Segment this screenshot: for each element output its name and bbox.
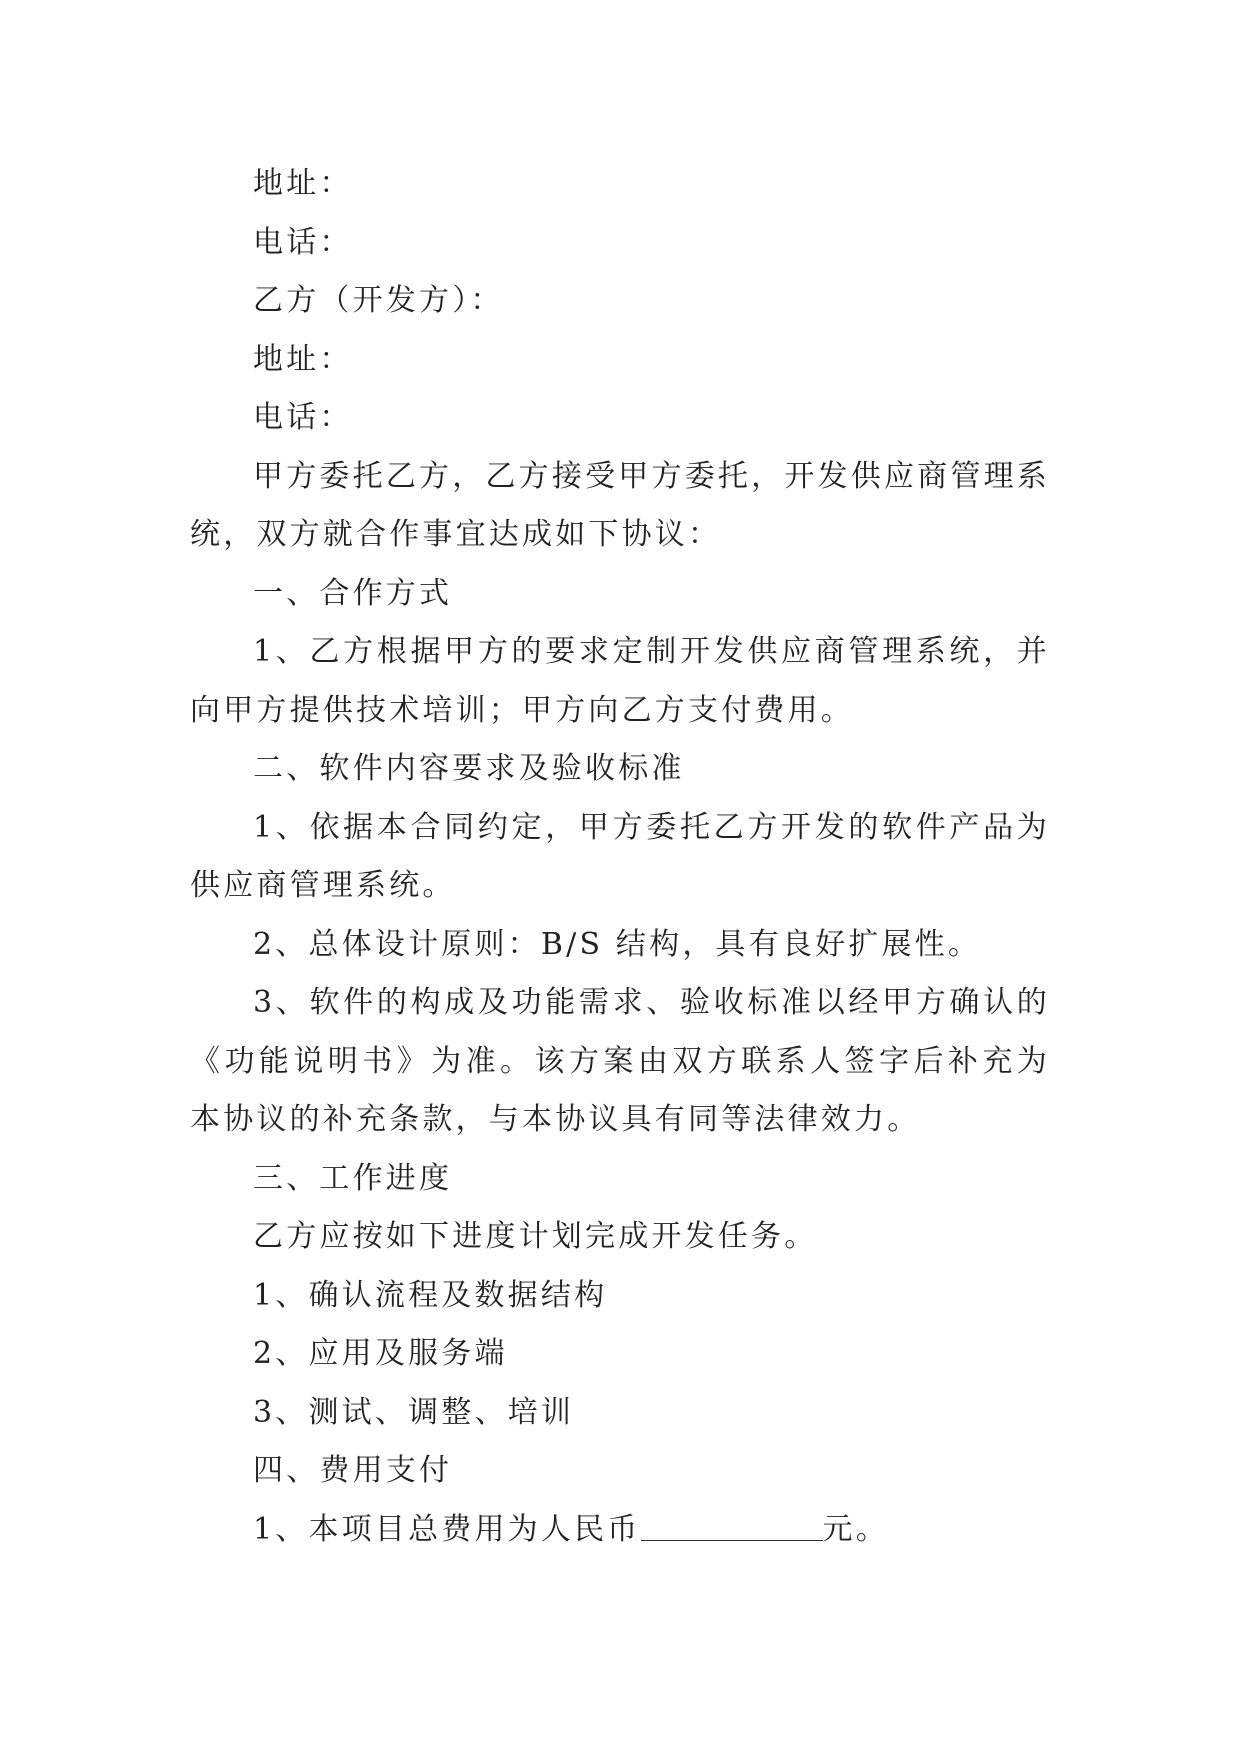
- section-2-item-3: 3、软件的构成及功能需求、验收标准以经甲方确认的《功能说明书》为准。该方案由双方联系人签字后补充为本协议的补充条款，与本协议具有同等法律效力。: [190, 985, 1050, 1137]
- section-2-item-2: 2、总体设计原则：B/S 结构，具有良好扩展性。: [253, 926, 982, 962]
- contract-body: [190, 155, 1050, 1559]
- party-a-address-line: 地址：: [253, 166, 353, 201]
- section-1-heading: 一、合作方式: [253, 575, 453, 611]
- total-fee-suffix: 元。: [822, 1511, 889, 1547]
- section-2-heading: 二、软件内容要求及验收标准: [253, 751, 685, 786]
- intro-paragraph: 甲方委托乙方，乙方接受甲方委托，开发供应商管理系统，双方就合作事宜达成如下协议：: [190, 458, 1050, 552]
- section-3-item-1: 1、确认流程及数据结构: [253, 1277, 608, 1313]
- section-3-heading: 三、工作进度: [253, 1160, 453, 1196]
- party-b-line: 乙方（开发方）：: [253, 283, 504, 318]
- fee-amount-blank: [641, 1514, 823, 1541]
- section-2-item-1: 1、依据本合同约定，甲方委托乙方开发的软件产品为供应商管理系统。: [190, 809, 1050, 903]
- section-3-item-3: 3、测试、调整、培训: [253, 1394, 575, 1430]
- section-3-intro: 乙方应按如下进度计划完成开发任务。: [253, 1219, 818, 1254]
- section-1-item-1: 1、乙方根据甲方的要求定制开发供应商管理系统，并向甲方提供技术培训；甲方向乙方支付费用。: [190, 634, 1050, 728]
- party-a-phone-line: 电话：: [253, 224, 353, 260]
- section-4-item-1: [190, 1501, 1050, 1560]
- section-4-heading: 四、费用支付: [253, 1453, 453, 1488]
- total-fee-prefix: 1、本项目总费用为人民币: [253, 1511, 641, 1547]
- party-b-address-line: 地址：: [253, 341, 353, 377]
- section-3-item-2: 2、应用及服务端: [253, 1336, 508, 1371]
- party-b-phone-line: 电话：: [253, 400, 353, 435]
